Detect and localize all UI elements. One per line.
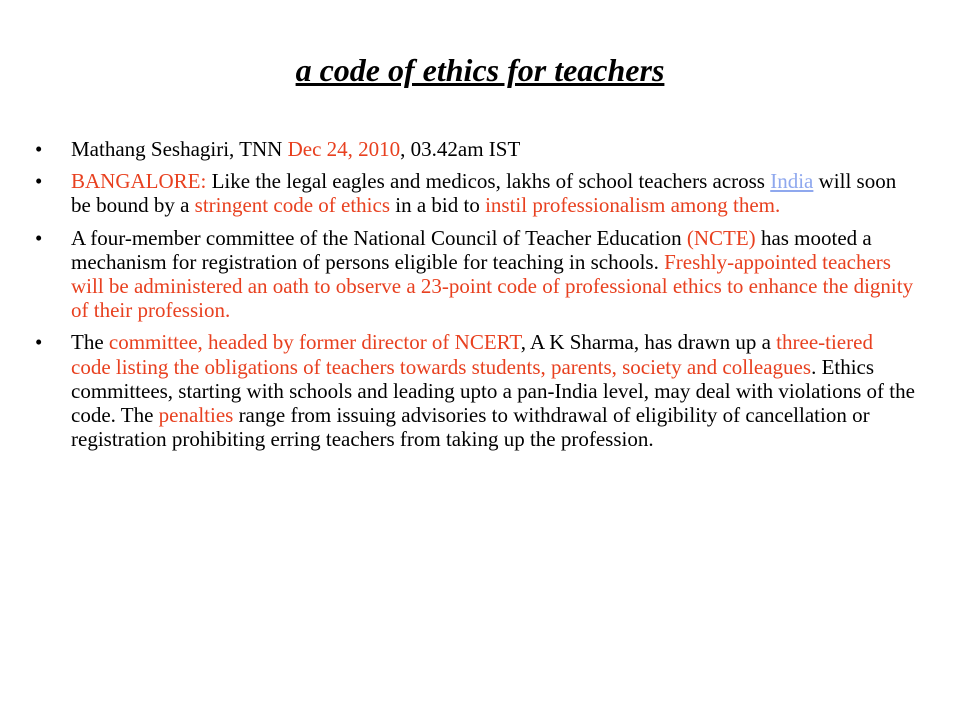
byline-time: , 03.42am IST — [400, 137, 521, 161]
highlight-segment: Freshly-appointed teachers will be administered an oath to observe a 23-point code of professional ethics to enhance the dignity of their profession. — [71, 249, 914, 323]
bullet-icon: • — [35, 330, 43, 355]
highlight-segment: committee, headed by former director of NCERT — [108, 330, 521, 355]
bullet-committee — [35, 226, 915, 323]
text-segment: . Ethics committees, starting with schools and leading upto a pan-India level, may deal with violations of the code. The — [71, 354, 915, 428]
text-segment: , A K Sharma, has drawn up a — [520, 330, 777, 355]
bullet-text — [71, 330, 915, 451]
highlight-segment: penalties — [158, 403, 234, 428]
byline-author: Mathang Seshagiri, TNN — [71, 137, 288, 161]
text-segment: in a bid to — [390, 193, 486, 218]
bullet-icon: • — [35, 225, 43, 250]
text-segment: has mooted a mechanism for registration of persons eligible for teaching in schools. — [71, 225, 872, 274]
text-segment: will soon be bound by a — [71, 169, 897, 218]
byline-date: Dec 24, 2010 — [287, 137, 401, 161]
india-link[interactable]: India — [770, 169, 814, 194]
text-segment: A four-member committee of the National Council of Teacher Education — [71, 225, 687, 250]
highlight-segment: instil professionalism among them. — [485, 193, 781, 218]
bullet-icon: • — [35, 137, 43, 161]
slide-title: a code of ethics for teachers — [295, 52, 665, 88]
text-segment: The — [71, 330, 109, 355]
bullet-text — [71, 226, 913, 323]
bullet-byline — [35, 137, 915, 161]
highlight-segment: (NCTE) — [686, 225, 756, 250]
text-segment: Like the legal eagles and medicos, lakhs of school teachers across — [211, 169, 771, 194]
bullet-list — [35, 137, 915, 459]
bullet-icon: • — [35, 169, 43, 194]
bullet-intro — [35, 169, 915, 217]
text-segment: range from issuing advisories to withdrawal of eligibility of cancellation or registration prohibiting erring teachers from taking up the profession. — [71, 403, 870, 452]
highlight-segment: three-tiered code listing the obligations of teachers towards students, parents, society and colleagues — [71, 330, 873, 379]
dateline: BANGALORE: — [71, 169, 212, 194]
bullet-text — [71, 169, 896, 217]
bullet-text — [71, 137, 520, 161]
bullet-code-details — [35, 330, 915, 451]
highlight-segment: stringent code of ethics — [194, 193, 391, 218]
